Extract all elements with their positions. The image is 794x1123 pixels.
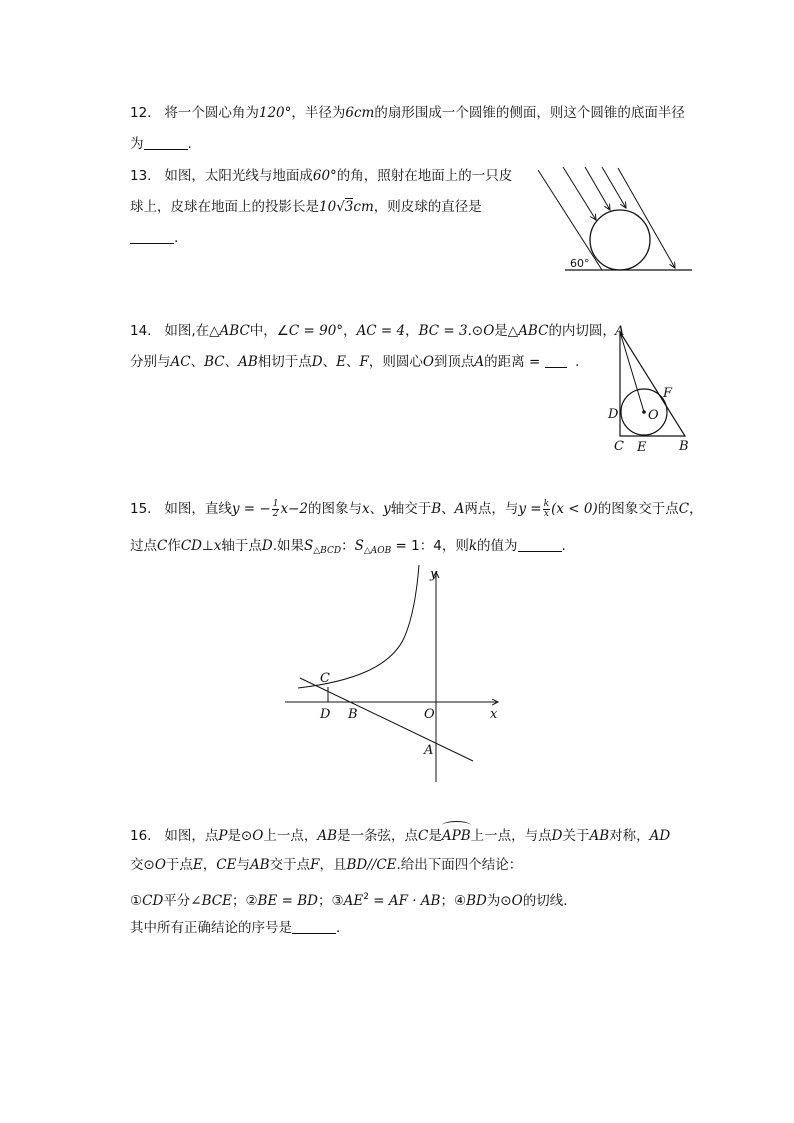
q15-text: 作 xyxy=(167,538,181,554)
triangle-symbol: △ xyxy=(507,323,519,339)
q16-text: 与 xyxy=(236,857,250,873)
label-a: A xyxy=(424,743,434,758)
q16-text: ； xyxy=(317,893,332,909)
q15-math: CD xyxy=(180,538,202,554)
q16-math: = AF · AB xyxy=(368,893,441,909)
arc-apb: APB xyxy=(442,823,471,846)
q13-text: 如图，太阳光线与地面成 xyxy=(164,168,313,184)
q15-text: ： xyxy=(341,538,355,554)
q15-text: 轴交于 xyxy=(390,501,432,517)
q14-math: O xyxy=(422,354,434,370)
q16-math: AB xyxy=(317,828,338,844)
label-o: O xyxy=(424,707,435,722)
label-o: O xyxy=(648,408,659,423)
q16-math: P xyxy=(218,828,228,844)
q15-math: B xyxy=(431,501,442,517)
q16-math: AD xyxy=(649,828,671,844)
q13-angle: 60° xyxy=(312,168,337,184)
q15-text: 的值为 xyxy=(477,538,518,554)
q13-text: 球上，皮球在地面上的投影长是 xyxy=(130,199,319,215)
q14-text: ，则圆心 xyxy=(368,354,423,370)
q16-text: ，且 xyxy=(319,857,347,873)
q12-unit: cm xyxy=(353,105,375,121)
label-e: E xyxy=(637,440,647,455)
q15-math: k xyxy=(468,538,478,554)
q12-text: . xyxy=(187,136,192,152)
q16-math: O xyxy=(252,828,264,844)
q14-math: O xyxy=(483,323,495,339)
conclusion-marker: ④ xyxy=(453,893,467,909)
q12-text: 将一个圆心角为 xyxy=(164,105,259,121)
circle-symbol: ⊙ xyxy=(240,828,253,844)
hyperbola-curve xyxy=(298,565,419,688)
fraction xyxy=(272,500,280,519)
q16-math: AE xyxy=(343,893,364,909)
q15-math: S xyxy=(304,538,314,554)
q14-text: 、 xyxy=(322,354,337,370)
q14-math: E xyxy=(336,354,346,370)
q16-line3 xyxy=(130,887,568,911)
q14-math: C = 90° xyxy=(288,323,344,339)
label-b: B xyxy=(679,439,689,454)
q14-math: AB xyxy=(238,354,258,370)
q16-text: 交于点 xyxy=(269,857,311,873)
q15-math: S xyxy=(354,538,364,554)
q16-text: 交 xyxy=(130,857,144,873)
q16-text: 是 xyxy=(227,828,241,844)
q15-math: y = xyxy=(518,501,542,517)
center-point-o xyxy=(642,410,646,414)
q16-math: E xyxy=(192,857,203,873)
q16-text: ， xyxy=(202,857,217,873)
label-c: C xyxy=(614,439,624,454)
q12-number: 12. xyxy=(130,105,152,121)
q16-math: BD//CE xyxy=(346,857,397,873)
q15-math: y xyxy=(383,501,391,517)
q16-number: 16. xyxy=(130,828,152,844)
fraction xyxy=(543,500,550,519)
q14-figure xyxy=(600,318,700,458)
label-d: D xyxy=(608,407,619,422)
q15-math: x−2 xyxy=(280,501,308,517)
q13-text: ，则皮球的直径是 xyxy=(373,199,482,215)
q14-text: 到顶点 xyxy=(433,354,475,370)
answer-blank[interactable] xyxy=(144,135,188,150)
q16-text: 平分 xyxy=(163,893,191,909)
q13-number: 13. xyxy=(130,168,152,184)
q16-text: ； xyxy=(440,893,454,909)
q16-math: O xyxy=(511,893,523,909)
q14-text: 、 xyxy=(224,354,239,370)
q14-text: . xyxy=(575,354,580,370)
q15-math: x xyxy=(213,538,222,554)
q16-math: O xyxy=(154,857,166,873)
sunray-line xyxy=(563,167,596,220)
q15-text: = 1：4，则 xyxy=(391,538,469,554)
q15-math: y = − xyxy=(231,501,271,517)
q12-line1 xyxy=(130,103,685,123)
numerator: k xyxy=(543,498,550,509)
q16-line4 xyxy=(130,918,340,938)
q14-math: BC = 3 xyxy=(418,323,468,339)
conclusion-marker: ③ xyxy=(331,893,344,909)
q16-text: 上一点， xyxy=(263,828,318,844)
superscript: 2 xyxy=(363,892,369,902)
q14-line1 xyxy=(130,321,616,341)
q14-text: 、 xyxy=(345,354,360,370)
q14-math: ABC xyxy=(219,323,250,339)
q16-text: 的切线. xyxy=(522,893,568,909)
label-d: D xyxy=(320,707,331,722)
q15-text: .如果 xyxy=(272,538,305,554)
q14-text: 分别与 xyxy=(130,354,171,370)
q14-text: . xyxy=(467,323,472,339)
q15-text: 、 xyxy=(441,501,455,517)
conclusion-marker: ② xyxy=(245,893,258,909)
numerator: 1 xyxy=(272,498,279,509)
q15-math: C xyxy=(157,538,168,554)
q14-math: D xyxy=(311,354,323,370)
q15-math: x xyxy=(361,501,370,517)
q14-math: AC xyxy=(170,354,191,370)
q14-text: 相切于点 xyxy=(257,354,312,370)
q15-line2 xyxy=(130,536,566,561)
q16-math: F xyxy=(310,857,320,873)
label-c: C xyxy=(320,671,330,686)
q14-text: 是 xyxy=(494,323,508,339)
label-x: x xyxy=(490,707,498,722)
answer-blank[interactable] xyxy=(292,919,336,934)
q14-text: 的内切圆， xyxy=(548,323,616,339)
q16-line1 xyxy=(130,823,670,846)
q13-coef: 10 xyxy=(319,199,337,215)
denominator: x xyxy=(543,508,549,519)
q16-text: 是 xyxy=(428,828,442,844)
q16-math: BE = BD xyxy=(257,893,318,909)
circle-symbol: ⊙ xyxy=(471,323,484,339)
q16-line2 xyxy=(130,855,522,875)
q14-text: 的距离 = xyxy=(484,354,541,370)
q14-math: AC = 4 xyxy=(356,323,406,339)
q16-math: ∠BCE xyxy=(190,893,232,909)
label-a: A xyxy=(615,324,625,339)
sunray-line xyxy=(538,170,602,270)
q14-number: 14. xyxy=(130,323,152,339)
q16-math: C xyxy=(418,828,429,844)
q13-line2: 球上，皮球在地面上的投影长是10√3cm，则皮球的直径是 xyxy=(130,199,482,215)
q16-text: ； xyxy=(231,893,246,909)
q15-math: C xyxy=(678,501,690,517)
q16-text: .给出下面四个结论： xyxy=(396,857,523,873)
circle-symbol: ⊙ xyxy=(500,893,512,909)
q16-text: . xyxy=(336,920,341,936)
q15-line1 xyxy=(130,497,703,521)
q16-math: CD xyxy=(142,893,164,909)
q16-text: 关于 xyxy=(562,828,590,844)
q13-figure xyxy=(530,160,700,280)
q15-text: 两点，与 xyxy=(464,501,519,517)
denominator: 2 xyxy=(272,508,279,519)
circle-symbol: ⊙ xyxy=(143,857,155,873)
ball-circle xyxy=(590,210,650,270)
q14-text: 中， xyxy=(249,323,277,339)
q14-line2 xyxy=(130,352,579,372)
q16-math: AB xyxy=(589,828,610,844)
q15-text: 轴于点 xyxy=(221,538,262,554)
label-f: F xyxy=(663,386,673,401)
q14-math: BC xyxy=(204,354,225,370)
q12-line2 xyxy=(130,134,192,154)
q13-unit: cm xyxy=(353,199,374,215)
angle-label: 60° xyxy=(570,257,590,270)
angle-symbol: ∠ xyxy=(276,323,289,339)
q12-text: 为 xyxy=(130,136,144,152)
q12-radius: 6 xyxy=(345,105,354,121)
q14-text: ， xyxy=(343,323,357,339)
q15-math: (x < 0) xyxy=(551,501,598,517)
answer-blank[interactable] xyxy=(518,537,562,552)
q14-math: ABC xyxy=(518,323,549,339)
q14-text: 、 xyxy=(190,354,205,370)
q16-math: AB xyxy=(249,857,270,873)
q13-line1 xyxy=(130,166,512,186)
q15-math: D xyxy=(261,538,273,554)
q12-angle: 120° xyxy=(258,105,292,121)
answer-blank[interactable] xyxy=(545,353,567,368)
q16-text: 上一点，与点 xyxy=(470,828,552,844)
q13-text: 的角，照射在地面上的一只皮 xyxy=(336,168,513,184)
q15-text: 过点 xyxy=(130,538,157,554)
q15-text: 的图象与 xyxy=(307,501,362,517)
q12-text: 的扇形围成一个圆锥的侧面，则这个圆锥的底面半径 xyxy=(374,105,685,121)
q16-text: 如图，点 xyxy=(164,828,219,844)
q13-radicand: 3 xyxy=(344,199,354,215)
q16-text: 其中所有正确结论的序号是 xyxy=(130,920,292,936)
q14-math: A xyxy=(474,354,485,370)
conclusion-marker: ① xyxy=(130,893,143,909)
q15-number: 15. xyxy=(130,501,152,517)
q16-math: BD xyxy=(466,893,487,909)
subscript: △BCD xyxy=(313,546,342,556)
q16-text: 于点 xyxy=(165,857,193,873)
segment-ao xyxy=(620,332,644,412)
triangle-symbol: △ xyxy=(209,323,220,339)
label-b: B xyxy=(348,707,358,722)
q15-text: 的图象交于点 xyxy=(597,501,679,517)
q16-text: 是一条弦，点 xyxy=(337,828,419,844)
subscript: △AOB xyxy=(363,546,392,556)
q14-math: F xyxy=(359,354,369,370)
q15-text: 、 xyxy=(369,501,384,517)
q13-text: . xyxy=(174,230,179,246)
q15-math: A xyxy=(454,501,465,517)
q16-text: 对称， xyxy=(609,828,650,844)
q15-text: ， xyxy=(689,501,703,517)
q14-text: 如图,在 xyxy=(164,323,210,339)
label-y: y xyxy=(430,567,438,582)
q15-figure xyxy=(280,560,510,790)
q16-math: D xyxy=(551,828,563,844)
q16-math: CE xyxy=(216,857,237,873)
q16-text: 为 xyxy=(486,893,501,909)
q13-line3 xyxy=(130,228,178,248)
q12-text: ，半径为 xyxy=(291,105,346,121)
answer-blank[interactable] xyxy=(130,229,174,244)
perp-symbol: ⊥ xyxy=(202,538,214,554)
q15-text: 如图，直线 xyxy=(164,501,232,517)
q15-text: . xyxy=(561,538,566,554)
q14-text: ， xyxy=(405,323,419,339)
